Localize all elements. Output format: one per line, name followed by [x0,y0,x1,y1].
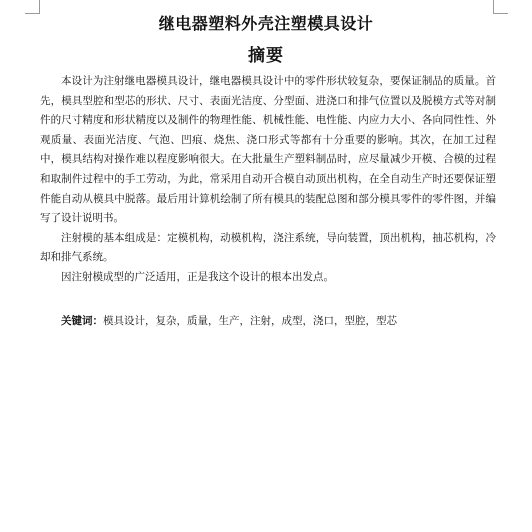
crop-mark-top-right [493,0,494,14]
abstract-paragraph: 注射模的基本组成是：定模机构，动模机构，浇注系统，导向装置，顶出机构，抽芯机构，冷却和排气系统。 [40,231,496,264]
keywords-line [61,312,501,331]
abstract-paragraph: 因注射模成型的广泛适用，正是我这个设计的根本出发点。 [61,270,334,283]
crop-mark-top-left [39,0,40,14]
keywords-label: 关键词： [61,315,103,327]
abstract-body [40,72,496,288]
abstract-paragraph: 本设计为注射继电器模具设计，继电器模具设计中的零件形状较复杂，要保证制品的质量。首先，模具型腔和型芯的形状、尺寸、表面光洁度、分型面、进浇口和排气位置以及脱模方式等对制件的尺寸精度和形状精度以及制件的物理性能、机械性能、电性能、内应力大小、各向同性性、外观质量、表面光洁度、气泡、凹痕、烧焦、浇口形式等都有十分重要的影响。其次，在加工过程中，模具结构对操作难以程度影响很大。在大批量生产塑料制品时，应尽量减少开模、合模的过程和取制件过程中的手工劳动，为此，常采用自动开合模自动顶出机构，在全自动生产时还要保证塑件能自动从模具中脱落。最后用计算机绘制了所有模具的装配总图和部分模具零件的零件图，并编写了设计说明书。 [40,75,496,225]
keywords-text: 模具设计，复杂，质量，生产，注射，成型，浇口，型腔，型芯 [103,315,397,327]
document-title: 继电器塑料外壳注塑模具设计 [158,14,374,33]
section-heading-abstract: 摘要 [248,46,284,66]
